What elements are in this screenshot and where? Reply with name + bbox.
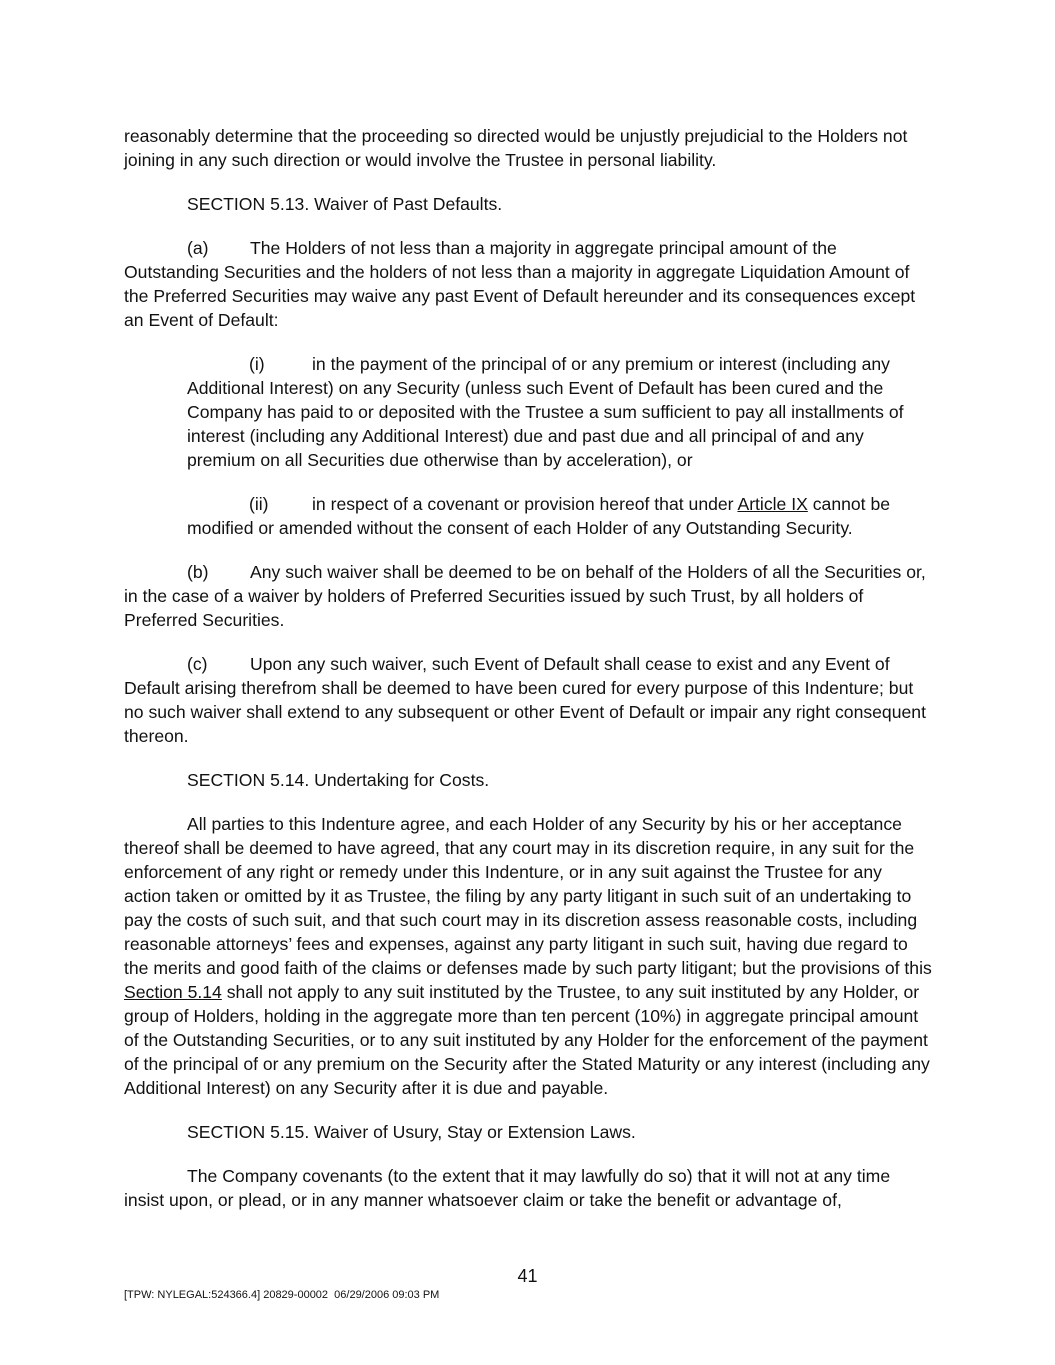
section-5-14-paragraph [124, 812, 932, 1100]
paragraph-a-label: (a) [187, 238, 209, 258]
paragraph-i [187, 352, 932, 472]
paragraph-ii-label: (ii) [249, 494, 269, 514]
paragraph-i-label: (i) [249, 354, 265, 374]
paragraph-c-label: (c) [187, 654, 208, 674]
section-5-15-paragraph: The Company covenants (to the extent that it may lawfully do so) that it will not at any time insist upon, or plead, or in any manner whatsoever claim or take the benefit or advantage of, [124, 1166, 891, 1210]
section-5-13-heading: SECTION 5.13. Waiver of Past Defaults. [187, 194, 503, 214]
paragraph-ii [187, 492, 932, 540]
paragraph-i-text: in the payment of the principal of or any premium or interest (including any Additional Interest) on any Security (unless such Event of Default has been cured and the Company has paid to or deposited with the Trustee a sum sufficient to pay all installments of interest (including any Additional Interest) due and past due and all principal of and any premium on all Securities due otherwise than by acceleration), or [187, 354, 904, 470]
document-reference: [TPW: NYLEGAL:524366.4] 20829-00002 06/29/2006 09:03 PM [124, 1289, 440, 1301]
section-5-14-text-after: shall not apply to any suit instituted by the Trustee, to any suit instituted by any Holder, or group of Holders, holding in the aggregate more than ten percent (10%) in aggregate principal amount of the Outstanding Securities, or to any suit instituted by any Holder for the enforcement of the payment of the principal of or any premium on the Security after the Stated Maturity or any interest (including any Additional Interest) on any Security after it is due and payable. [124, 982, 930, 1098]
section-5-15-heading: SECTION 5.15. Waiver of Usury, Stay or Extension Laws. [187, 1122, 636, 1142]
paragraph-c-text: Upon any such waiver, such Event of Default shall cease to exist and any Event of Default arising therefrom shall be deemed to have been cured for every purpose of this Indenture; but no such waiver shall extend to any subsequent or other Event of Default or impair any right consequent thereon. [124, 654, 926, 746]
paragraph-a-text: The Holders of not less than a majority in aggregate principal amount of the Outstanding Securities and the holders of not less than a majority in aggregate Liquidation Amount of the Preferred Securities may waive any past Event of Default hereunder and its consequences except an Event of Default: [124, 238, 916, 330]
paragraph-c [124, 652, 932, 748]
article-ix-reference: Article IX [737, 494, 808, 514]
paragraph-b-text: Any such waiver shall be deemed to be on behalf of the Holders of all the Securities or, in the case of a waiver by holders of Preferred Securities issued by such Trust, by all holders of Preferred Securities. [124, 562, 926, 630]
section-5-14-heading: SECTION 5.14. Undertaking for Costs. [187, 770, 490, 790]
document-page [124, 124, 932, 1232]
page-number: 41 [517, 1266, 538, 1286]
paragraph-b [124, 560, 932, 632]
paragraph-b-label: (b) [187, 562, 209, 582]
paragraph-ii-text-after: cannot be modified or amended without the consent of each Holder of any Outstanding Security. [187, 494, 891, 538]
section-5-14-reference: Section 5.14 [124, 982, 222, 1002]
section-5-14-text-before: All parties to this Indenture agree, and each Holder of any Security by his or her acceptance thereof shall be deemed to have agreed, that any court may in its discretion require, in any suit for the enforcement of any right or remedy under this Indenture, or in any suit against the Trustee for any action taken or omitted by it as Trustee, the filing by any party litigant in such suit of an undertaking to pay the costs of such suit, and that such court may in its discretion assess reasonable costs, including reasonable attorneys’ fees and expenses, against any party litigant in such suit, having due regard to the merits and good faith of the claims or defenses made by such party litigant; but the provisions of this [124, 814, 932, 978]
carryover-paragraph: reasonably determine that the proceeding so directed would be unjustly prejudicial to the Holders not joining in any such direction or would involve the Trustee in personal liability. [124, 126, 908, 170]
paragraph-ii-text-before: in respect of a covenant or provision hereof that under [312, 494, 738, 514]
paragraph-a [124, 236, 932, 332]
